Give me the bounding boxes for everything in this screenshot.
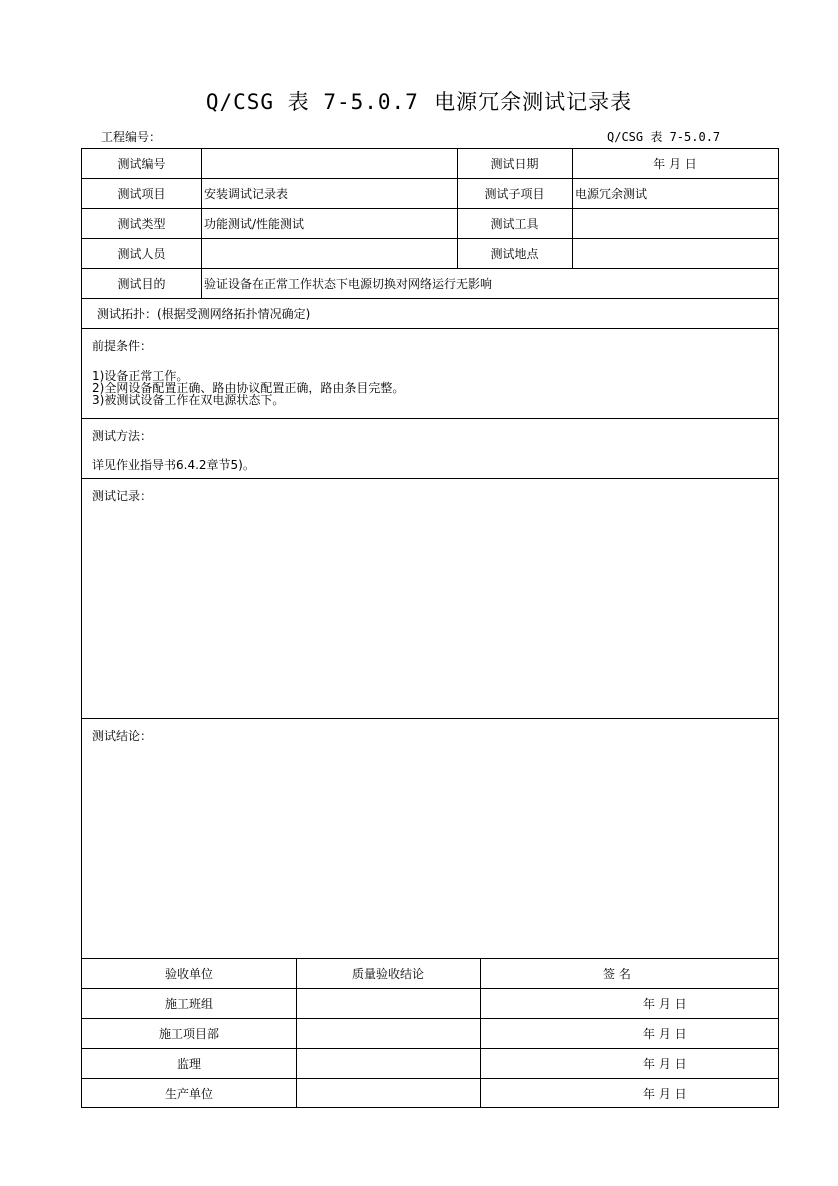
- conclusion-label: 测试结论：: [92, 729, 153, 743]
- label-test-subitem: 测试子项目: [484, 187, 545, 201]
- form-code-title: Q/CSG 表 7-5.0.7: [205, 90, 419, 114]
- label-test-date: 测试日期: [490, 157, 539, 171]
- precondition-item: 3)被测试设备工作在双电源状态下。: [92, 393, 285, 407]
- label-test-no: 测试编号: [117, 157, 166, 171]
- precondition-item: 1)设备正常工作。: [92, 369, 189, 383]
- acceptance-date[interactable]: 年 月 日: [643, 1027, 687, 1041]
- label-tester: 测试人员: [117, 247, 166, 261]
- method-label: 测试方法：: [92, 429, 153, 443]
- col-divider: [480, 958, 481, 1107]
- row-divider: [82, 478, 778, 479]
- form-name-title: 电源冗余测试记录表: [434, 90, 633, 114]
- label-test-tool: 测试工具: [490, 217, 539, 231]
- row-divider: [82, 418, 778, 419]
- acceptance-conclusion[interactable]: [296, 989, 480, 1019]
- acceptance-unit: 监理: [176, 1057, 201, 1071]
- acceptance-date[interactable]: 年 月 日: [643, 1087, 687, 1101]
- topology-label: 测试拓扑：(根据受测网络拓扑情况确定): [97, 307, 311, 321]
- value-test-date[interactable]: 年 月 日: [653, 157, 697, 171]
- record-label: 测试记录：: [92, 489, 153, 503]
- test-record-table: [81, 148, 779, 1108]
- acceptance-unit: 施工班组: [164, 997, 213, 1011]
- col-divider: [201, 149, 202, 298]
- label-test-type: 测试类型: [117, 217, 166, 231]
- value-test-location[interactable]: [575, 239, 775, 269]
- value-tester[interactable]: [204, 239, 454, 269]
- project-no-label: 工程编号：: [101, 130, 162, 144]
- row-divider: [82, 718, 778, 719]
- acceptance-conclusion[interactable]: [296, 1019, 480, 1049]
- page-title: [0, 86, 838, 116]
- acceptance-conclusion[interactable]: [296, 1079, 480, 1109]
- label-test-location: 测试地点: [490, 247, 539, 261]
- acceptance-unit: 生产单位: [164, 1087, 213, 1101]
- value-test-subitem[interactable]: 电源冗余测试: [575, 187, 648, 201]
- acceptance-date[interactable]: 年 月 日: [643, 1057, 687, 1071]
- value-test-tool[interactable]: [575, 209, 775, 239]
- acceptance-date[interactable]: 年 月 日: [643, 997, 687, 1011]
- value-test-item[interactable]: 安装调试记录表: [204, 187, 289, 201]
- acceptance-header-conclusion: 质量验收结论: [351, 967, 424, 981]
- acceptance-conclusion[interactable]: [296, 1049, 480, 1079]
- acceptance-unit: 施工项目部: [158, 1027, 219, 1041]
- acceptance-header-signature: 签 名: [603, 967, 631, 981]
- value-test-type[interactable]: 功能测试/性能测试: [204, 217, 305, 231]
- form-code-label: Q/CSG 表 7-5.0.7: [607, 130, 721, 144]
- precondition-item: 2)全网设备配置正确、路由协议配置正确，路由条目完整。: [92, 381, 405, 395]
- method-text: 详见作业指导书6.4.2章节5)。: [92, 458, 255, 472]
- value-test-no[interactable]: [204, 149, 454, 179]
- label-test-item: 测试项目: [117, 187, 166, 201]
- preconditions-list: [92, 370, 404, 406]
- label-test-purpose: 测试目的: [117, 277, 166, 291]
- preconditions-label: 前提条件：: [92, 339, 153, 353]
- value-test-purpose: 验证设备在正常工作状态下电源切换对网络运行无影响: [204, 277, 493, 291]
- acceptance-header-unit: 验收单位: [164, 967, 213, 981]
